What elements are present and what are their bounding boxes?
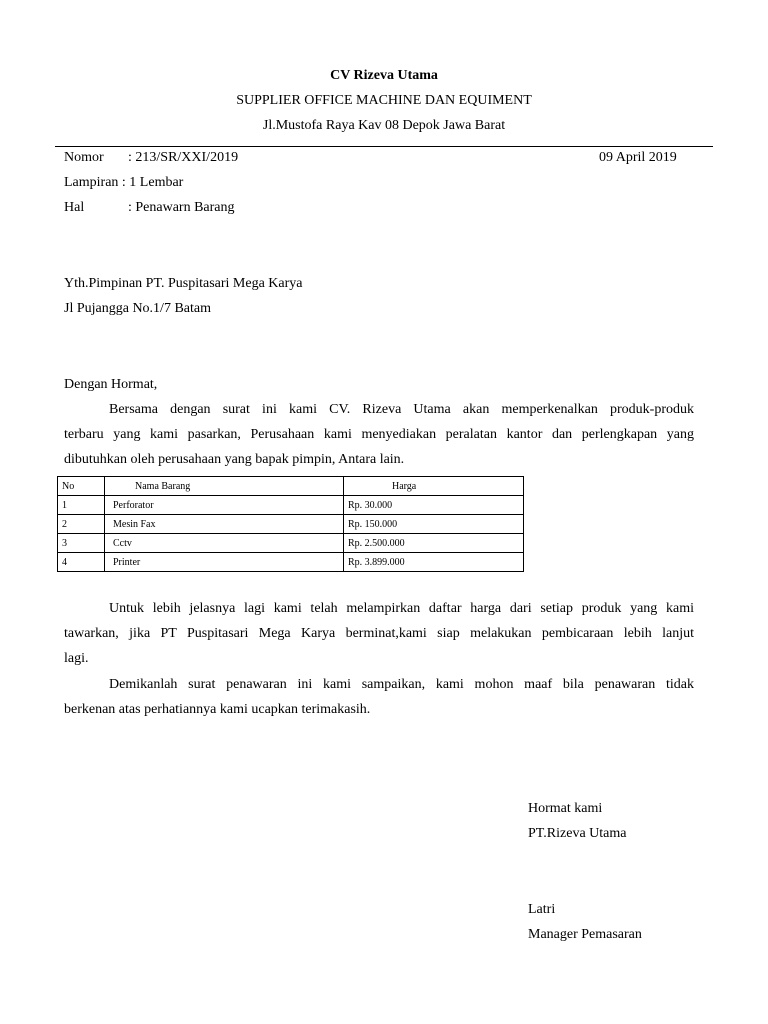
- signatory-name: Latri: [528, 902, 556, 917]
- hal-label: Hal: [64, 200, 85, 215]
- paragraph-line: lagi.: [64, 651, 89, 666]
- recipient-name: Yth.Pimpinan PT. Puspitasari Mega Karya: [64, 276, 303, 291]
- table-row: [58, 553, 524, 572]
- paragraph-line: Untuk lebih jelasnya lagi kami telah melampirkan daftar harga dari setiap produk yang kami: [109, 601, 694, 616]
- cell-no: 1: [58, 496, 105, 515]
- table-row: [58, 515, 524, 534]
- cell-nama: Perforator: [105, 496, 344, 515]
- company-tagline: SUPPLIER OFFICE MACHINE DAN EQUIMENT: [236, 93, 532, 108]
- cell-nama: Mesin Fax: [105, 515, 344, 534]
- cell-no: 4: [58, 553, 105, 572]
- salutation: Dengan Hormat,: [64, 377, 158, 392]
- hal-line: [64, 200, 235, 216]
- header-harga: Harga: [344, 477, 524, 496]
- letterhead-divider: [55, 146, 713, 147]
- table-row: [58, 534, 524, 553]
- product-table: [57, 476, 524, 572]
- company-name: CV Rizeva Utama: [330, 68, 438, 83]
- paragraph-line: dibutuhkan oleh perusahaan yang bapak pimpin, Antara lain.: [64, 452, 405, 467]
- paragraph-intro: [64, 397, 694, 472]
- nomor-line: [64, 150, 238, 166]
- paragraph-closing: [64, 672, 694, 722]
- lampiran-line: [64, 175, 183, 191]
- paragraph-line: berkenan atas perhatiannya kami ucapkan terimakasih.: [64, 702, 371, 717]
- nomor-value: : 213/SR/XXI/2019: [128, 150, 239, 165]
- hal-value: : Penawarn Barang: [128, 200, 235, 215]
- header-nama-barang: Nama Barang: [105, 477, 344, 496]
- header-no: No: [58, 477, 105, 496]
- cell-harga: Rp. 2.500.000: [344, 534, 524, 553]
- table-row: [58, 496, 524, 515]
- signatory-title: Manager Pemasaran: [528, 927, 642, 942]
- cell-no: 3: [58, 534, 105, 553]
- cell-harga: Rp. 30.000: [344, 496, 524, 515]
- paragraph-line: tawarkan, jika PT Puspitasari Mega Karya berminat,kami siap melakukan pembicaraan lebih lanjut: [64, 626, 694, 641]
- table-header-row: [58, 477, 524, 496]
- cell-nama: Printer: [105, 553, 344, 572]
- cell-no: 2: [58, 515, 105, 534]
- closing-phrase: Hormat kami: [528, 801, 603, 816]
- company-address: Jl.Mustofa Raya Kav 08 Depok Jawa Barat: [262, 118, 506, 133]
- cell-nama: Cctv: [105, 534, 344, 553]
- paragraph-line: Bersama dengan surat ini kami CV. Rizeva Utama akan memperkenalkan produk-produk: [109, 402, 694, 417]
- paragraph-line: terbaru yang kami pasarkan, Perusahaan kami menyediakan peralatan kantor dan perlengkapan yang: [64, 427, 694, 442]
- paragraph-details: [64, 596, 694, 671]
- cell-harga: Rp. 3.899.000: [344, 553, 524, 572]
- paragraph-line: Demikanlah surat penawaran ini kami sampaikan, kami mohon maaf bila penawaran tidak: [109, 677, 694, 692]
- lampiran-label: Lampiran: [64, 175, 119, 190]
- recipient-address: Jl Pujangga No.1/7 Batam: [64, 301, 211, 316]
- cell-harga: Rp. 150.000: [344, 515, 524, 534]
- nomor-label: Nomor: [64, 150, 104, 165]
- signature-company: PT.Rizeva Utama: [528, 826, 627, 841]
- lampiran-value: : 1 Lembar: [121, 175, 184, 190]
- letter-date: 09 April 2019: [599, 150, 677, 165]
